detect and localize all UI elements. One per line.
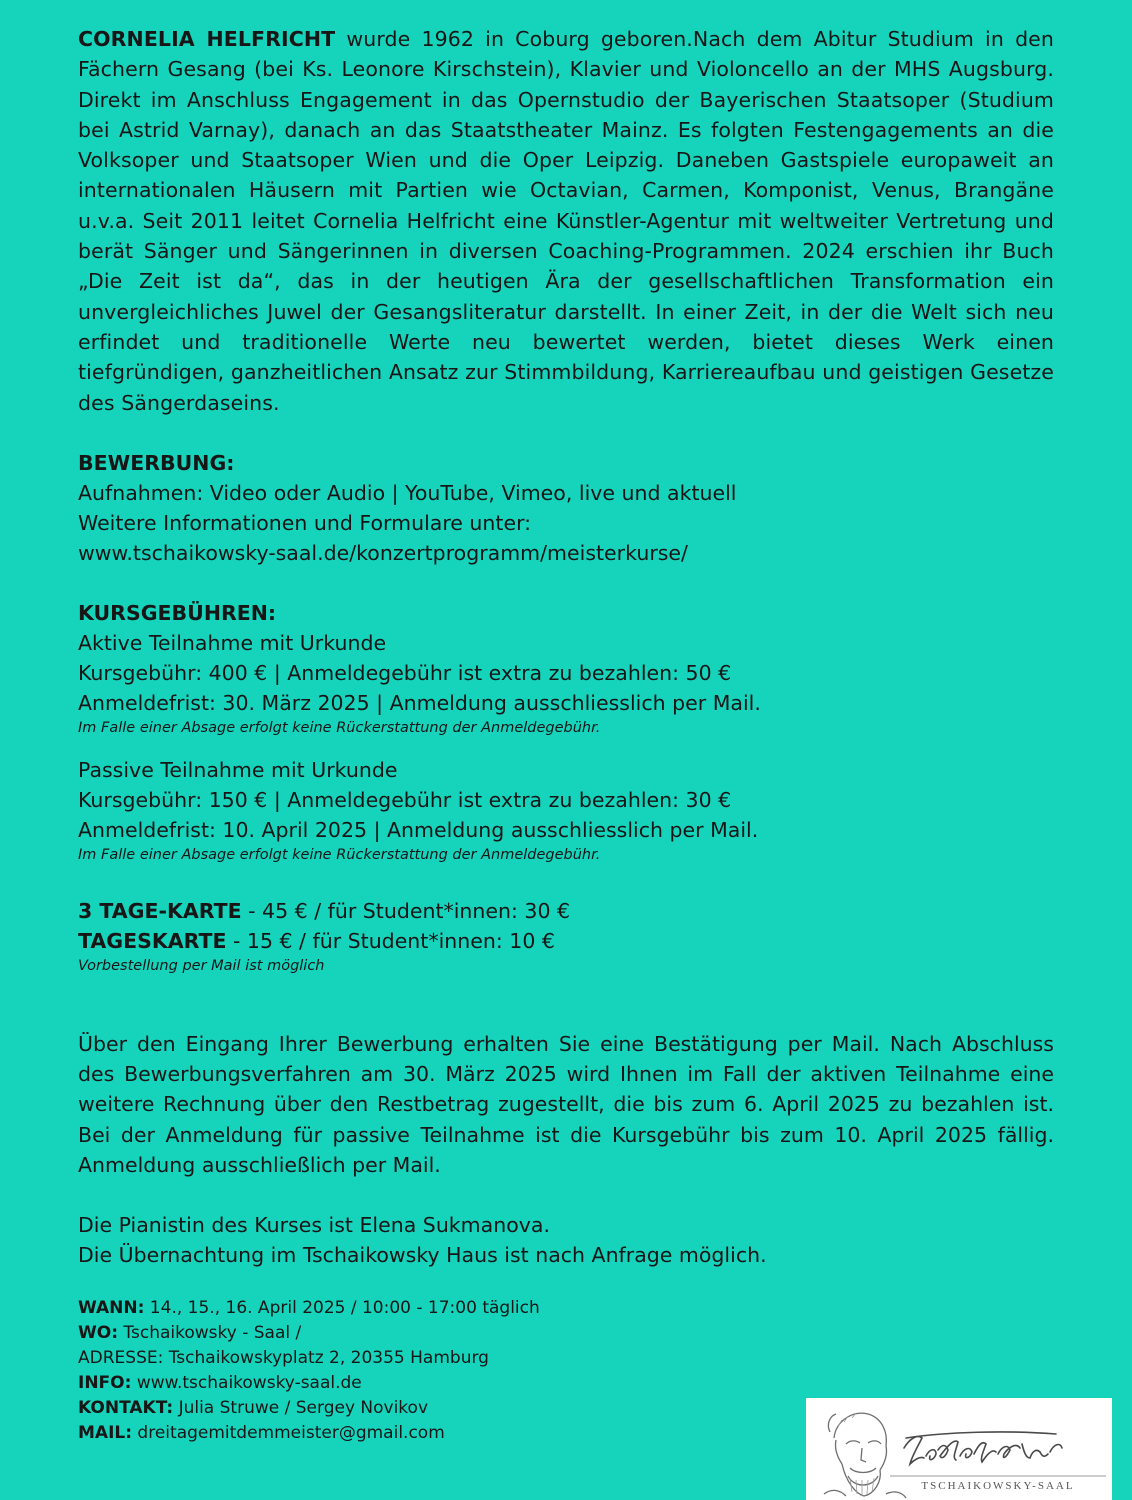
wann-value: 14., 15., 16. April 2025 / 10:00 - 17:00 täglich <box>144 1298 540 1319</box>
wo-value: Tschaikowsky - Saal / <box>118 1323 302 1344</box>
wann-label: WANN: <box>78 1298 145 1319</box>
bio-paragraph <box>78 24 1054 418</box>
passiv-title: Passive Teilnahme mit Urkunde <box>78 757 398 782</box>
bio-text: wurde 1962 in Coburg geboren.Nach dem Abitur Studium in den Fächern Gesang (bei Ks. Leonore Kirschstein), Klavier und Violoncello an der MHS Augsburg. Direkt im Anschluss Engagement in das Opernstudio der Bayerischen Staatsoper (Studium bei Astrid Varnay), danach an das Staatstheater Mainz. Es folgten Festengagements an die Volksoper und Staatsoper Wien und die Oper Leipzig. Daneben Gastspiele europaweit an internationalen Häusern mit Partien wie Octavian, Carmen, Komponist, Venus, Brangäne u.v.a. Seit 2011 leitet Cornelia Helfricht eine Künstler-Agentur mit weltweiter Vertretung und berät Sänger und Sängerinnen in diversen Coaching-Programmen. 2024 erschien ihr Buch „Die Zeit ist da“, das in der heutigen Ära der gesellschaftlichen Transformation ein unvergleichliches Juwel der Gesangsliteratur darstellt. In einer Zeit, in der die Welt sich neu erfindet und traditionelle Werte neu bewertet werden, bietet dieses Werk einen tiefgründigen, ganzheitlichen Ansatz zur Stimmbildung, Karriereaufbau und geistigen Gesetze des Sängerdaseins. <box>78 27 1054 415</box>
footer-info-line <box>78 1371 1054 1396</box>
bewerbung-heading: BEWERBUNG: <box>78 450 235 475</box>
extra-info <box>78 1210 1054 1270</box>
footer-wann <box>78 1296 1054 1321</box>
kontakt-value: Julia Struwe / Sergey Novikov <box>173 1398 429 1419</box>
day-price: - 15 € / für Student*innen: 10 € <box>226 928 555 953</box>
passiv-deadline: Anmeldefrist: 10. April 2025 | Anmeldung ausschliesslich per Mail. <box>78 817 759 842</box>
bewerbung-info: Weitere Informationen und Formulare unter: <box>78 510 532 535</box>
confirmation-paragraph: Über den Eingang Ihrer Bewerbung erhalten Sie eine Bestätigung per Mail. Nach Abschluss des Bewerbungsverfahren am 30. März 2025 wird Ihnen im Fall der aktiven Teilnahme eine weitere Rechnung über den Restbetrag zugestellt, die bis zum 6. April 2025 zu bezahlen ist. Bei der Anmeldung für passive Teilnahme ist die Kursgebühr bis zum 10. April 2025 fällig. Anmeldung ausschließlich per Mail. <box>78 1031 1054 1178</box>
tickets-section <box>78 896 1054 977</box>
bewerbung-section <box>78 448 1054 568</box>
footer-wo <box>78 1321 1054 1346</box>
logo-caption: TSCHAIKOWSKY-SAAL <box>921 1480 1075 1492</box>
aktiv-deadline: Anmeldefrist: 30. März 2025 | Anmeldung ausschliesslich per Mail. <box>78 690 761 715</box>
wo-label: WO: <box>78 1323 119 1344</box>
kontakt-label: KONTAKT: <box>78 1398 174 1419</box>
tschaikowsky-saal-logo <box>806 1398 1112 1500</box>
bewerbung-recordings: Aufnahmen: Video oder Audio | YouTube, Vimeo, live und aktuell <box>78 480 737 505</box>
three-day-label: 3 TAGE-KARTE <box>78 898 242 923</box>
three-day-price: - 45 € / für Student*innen: 30 € <box>241 898 571 923</box>
tickets-note: Vorbestellung per Mail ist möglich <box>78 957 325 974</box>
bio-name: CORNELIA HELFRICHT <box>78 27 336 51</box>
aktiv-fee: Kursgebühr: 400 € | Anmeldegebühr ist extra zu bezahlen: 50 € <box>78 660 732 685</box>
bewerbung-url-link[interactable]: www.tschaikowsky-saal.de/konzertprogramm/meisterkurse/ <box>78 540 688 565</box>
pianist-line: Die Pianistin des Kurses ist Elena Sukmanova. <box>78 1213 550 1238</box>
aktiv-title: Aktive Teilnahme mit Urkunde <box>78 630 387 655</box>
mail-label: MAIL: <box>78 1423 133 1444</box>
aktiv-note: Im Falle einer Absage erfolgt keine Rückerstattung der Anmeldegebühr. <box>78 719 601 736</box>
info-link[interactable]: www.tschaikowsky-saal.de <box>131 1373 362 1394</box>
mail-link[interactable]: dreitagemitdemmeister@gmail.com <box>132 1423 445 1444</box>
kursgebuehren-heading: KURSGEBÜHREN: <box>78 600 277 625</box>
kursgebuehren-section <box>78 598 1054 866</box>
day-label: TAGESKARTE <box>78 928 227 953</box>
three-day-ticket <box>78 896 1054 926</box>
day-ticket <box>78 926 1054 956</box>
passiv-fee: Kursgebühr: 150 € | Anmeldegebühr ist extra zu bezahlen: 30 € <box>78 787 732 812</box>
tschaikowsky-portrait-icon <box>806 1398 1112 1500</box>
page-content <box>78 24 1054 1446</box>
passiv-note: Im Falle einer Absage erfolgt keine Rückerstattung der Anmeldegebühr. <box>78 846 601 863</box>
info-label: INFO: <box>78 1373 132 1394</box>
footer-adresse: ADRESSE: Tschaikowskyplatz 2, 20355 Hamburg <box>78 1348 489 1369</box>
overnight-line: Die Übernachtung im Tschaikowsky Haus ist nach Anfrage möglich. <box>78 1243 767 1268</box>
